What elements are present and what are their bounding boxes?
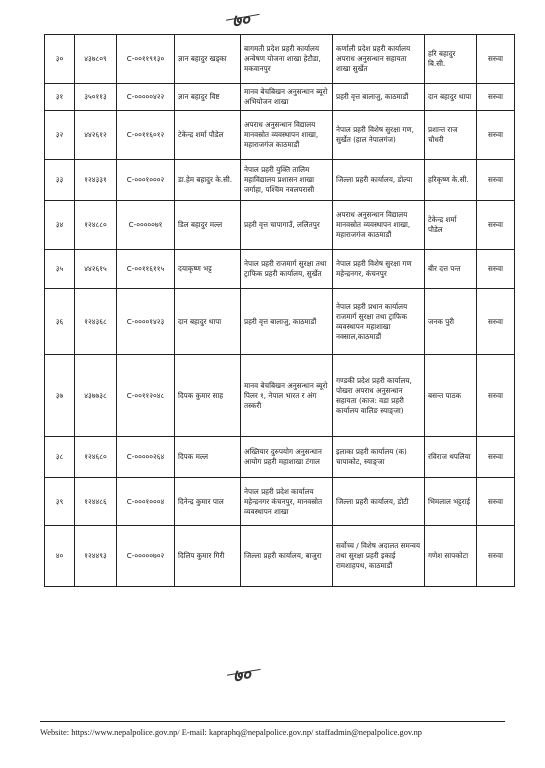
serial-number-cell: ३१ [45, 84, 75, 111]
table-row [45, 526, 515, 587]
table-row [45, 201, 515, 250]
replacement-cell: रविराज थपलिया [425, 437, 477, 478]
serial-number-cell: ३३ [45, 160, 75, 201]
employee-id-cell: १२४६८० [75, 437, 117, 478]
new-office-cell: जिल्ला प्रहरी कार्यालय, डोटी [333, 478, 425, 526]
serial-number-cell: ३९ [45, 478, 75, 526]
name-cell: दान बहादुर थापा [175, 289, 241, 355]
status-cell: सरुवा [477, 478, 515, 526]
name-cell: दिपक मल्ल [175, 437, 241, 478]
serial-number-cell: ३२ [45, 111, 75, 160]
current-office-cell: नेपाल प्रहरी राजमार्ग सुरक्षा तथा ट्राफिक प्रहरी कार्यालय, सुर्खेत [241, 250, 333, 289]
new-office-cell: जिल्ला प्रहरी कार्यालय, डोल्पा [333, 160, 425, 201]
replacement-cell: भिमलाल भट्टराई [425, 478, 477, 526]
code-cell: C-०००००२६४ [117, 437, 175, 478]
serial-number-cell: ३५ [45, 250, 75, 289]
table-row [45, 437, 515, 478]
code-cell: C-०००१०००२ [117, 160, 175, 201]
status-cell: सरुवा [477, 355, 515, 437]
employee-id-cell: ४३७८०९ [75, 35, 117, 84]
name-cell: ज्ञान बहादुर विष्ट [175, 84, 241, 111]
status-cell: सरुवा [477, 84, 515, 111]
status-cell: सरुवा [477, 289, 515, 355]
table-row [45, 289, 515, 355]
table-row [45, 111, 515, 160]
current-office-cell: जिल्ला प्रहरी कार्यालय, बाजुरा [241, 526, 333, 587]
replacement-cell: प्रशान्त राज चौधरी [425, 111, 477, 160]
new-office-cell: गण्डकी प्रदेश प्रहरी कार्यालय, पोखरा अपराध अनुसन्धान सहायता (काज: वडा प्रहरी कार्यालय वालिङ स्याङ्जा) [333, 355, 425, 437]
name-cell: डा.हेम बहादुर के.सी. [175, 160, 241, 201]
status-cell: सरुवा [477, 250, 515, 289]
new-office-cell: सर्वोच्च / विशेष अदालत समन्वय तथा सुरक्षा प्रहरी इकाई रामशाहपथ, काठमाडौं [333, 526, 425, 587]
employee-id-cell: ४४२६१५ [75, 250, 117, 289]
name-cell: दिनेन्द्र कुमार पाल [175, 478, 241, 526]
new-office-cell: नेपाल प्रहरी विशेष सुरक्षा गण, सुर्खेत (हाल नेपालगंज) [333, 111, 425, 160]
page-number-mark: ७० [232, 662, 252, 687]
serial-number-cell: ३८ [45, 437, 75, 478]
employee-id-cell: १२४८८० [75, 201, 117, 250]
code-cell: C-०००००७०२ [117, 526, 175, 587]
employee-id-cell: ३५०११३ [75, 84, 117, 111]
serial-number-cell: ३६ [45, 289, 75, 355]
name-cell: ज्ञान बहादुर खड्का [175, 35, 241, 84]
new-office-cell: अपराध अनुसन्धान विद्यालय मानवस्रोत व्यवस्थापन शाखा, महाराजगंज काठमाडौं [333, 201, 425, 250]
employee-id-cell: १२४३३१ [75, 160, 117, 201]
table-row [45, 160, 515, 201]
table-row [45, 478, 515, 526]
replacement-cell: गणेश सापकोटा [425, 526, 477, 587]
serial-number-cell: ३७ [45, 355, 75, 437]
status-cell: सरुवा [477, 526, 515, 587]
replacement-cell: हरिकृष्ण के.सी. [425, 160, 477, 201]
employee-id-cell: १२४४८६ [75, 478, 117, 526]
current-office-cell: अपराध अनुसन्धान विद्यालय मानवस्रोत व्यवस्थापन शाखा, महाराजगंज काठमाडौं [241, 111, 333, 160]
code-cell: C-००११६११५ [117, 250, 175, 289]
employee-id-cell: ४३७७३८ [75, 355, 117, 437]
new-office-cell: कर्णाली प्रदेश प्रहरी कार्यालय अपराध अनुसन्धान सहायता शाखा सुर्खेत [333, 35, 425, 84]
code-cell: C-०००००७१ [117, 201, 175, 250]
replacement-cell: जनक पुरी [425, 289, 477, 355]
current-office-cell: मानव बेचबिखन अनुसन्धान ब्यूरो पिलर १, नेपाल भारत र अंग तस्करी [241, 355, 333, 437]
code-cell: C-००११२०४८ [117, 355, 175, 437]
new-office-cell: प्रहरी वृत्त बालाजु, काठमाडौं [333, 84, 425, 111]
page-number-mark: ७० [231, 7, 251, 32]
footer-divider [40, 721, 505, 722]
replacement-cell: दान बहादुर थापा [425, 84, 477, 111]
current-office-cell: प्रहरी वृत्त चापागाउँ, ललितपुर [241, 201, 333, 250]
table-row [45, 84, 515, 111]
employee-id-cell: १२४३६८ [75, 289, 117, 355]
replacement-cell: टेकेन्द्र शर्मा पौडेल [425, 201, 477, 250]
status-cell: सरुवा [477, 160, 515, 201]
code-cell: C-००००१४२३ [117, 289, 175, 355]
replacement-cell: बीर दत्त पन्त [425, 250, 477, 289]
current-office-cell: प्रहरी वृत्त बालाजु, काठमाडौं [241, 289, 333, 355]
name-cell: टेकेन्द्र शर्मा पौडेल [175, 111, 241, 160]
current-office-cell: मानव बेचबिखन अनुसन्धान ब्यूरो अभियोजन शाखा [241, 84, 333, 111]
serial-number-cell: ४० [45, 526, 75, 587]
name-cell: दिपक कुमार साह [175, 355, 241, 437]
new-office-cell: नेपाल प्रहरी विशेष सुरक्षा गण महेन्द्रनगर, कंचनपुर [333, 250, 425, 289]
current-office-cell: नेपाल प्रहरी प्रदेश कार्यालय महेन्द्रनगर कंचनपुर, मानवस्रोत व्यवस्थापन शाखा [241, 478, 333, 526]
current-office-cell: अख्तियार दुरुपयोग अनुसन्धान आयोग प्रहरी महाशाखा टंगाल [241, 437, 333, 478]
name-cell: दयाकृष्ण भट्ट [175, 250, 241, 289]
new-office-cell: इलाका प्रहरी कार्यालय (क) चापाकोट, स्याङ्जा [333, 437, 425, 478]
code-cell: C-००११६०१२ [117, 111, 175, 160]
employee-id-cell: ४४२६१२ [75, 111, 117, 160]
code-cell: C-०००००४२२ [117, 84, 175, 111]
serial-number-cell: ३४ [45, 201, 75, 250]
employee-id-cell: १२४४९३ [75, 526, 117, 587]
status-cell: सरुवा [477, 201, 515, 250]
replacement-cell: हरि बहादुर बि.सी. [425, 35, 477, 84]
status-cell: सरुवा [477, 111, 515, 160]
current-office-cell: बागमती प्रदेश प्रहरी कार्यालय अन्वेषण योजना शाखा हेटौडा, मकवानपुर [241, 35, 333, 84]
status-cell: सरुवा [477, 35, 515, 84]
new-office-cell: नेपाल प्रहरी प्रधान कार्यालय राजमार्ग सुरक्षा तथा ट्राफिक व्यवस्थापन महाशाखा नक्साल,काठमाडौं [333, 289, 425, 355]
current-office-cell: नेपाल प्रहरी युक्ति तालिम महाविद्यालय प्रशासन शाखा जर्गाहा, पश्चिम नवलपरासी [241, 160, 333, 201]
table-row [45, 355, 515, 437]
code-cell: C-०००१०००४ [117, 478, 175, 526]
name-cell: दिलिप कुमार गिरी [175, 526, 241, 587]
transfer-table [44, 34, 515, 587]
table-row [45, 250, 515, 289]
replacement-cell: बसन्त पाठक [425, 355, 477, 437]
footer-contact: Website: https://www.nepalpolice.gov.np/ E-mail: kapraphq@nepalpolice.gov.np/ staffadmin@nepalpolice.gov.np [40, 728, 422, 737]
status-cell: सरुवा [477, 437, 515, 478]
table-row [45, 35, 515, 84]
code-cell: C-००११९१३० [117, 35, 175, 84]
serial-number-cell: ३० [45, 35, 75, 84]
name-cell: डिल बहादुर मल्ल [175, 201, 241, 250]
